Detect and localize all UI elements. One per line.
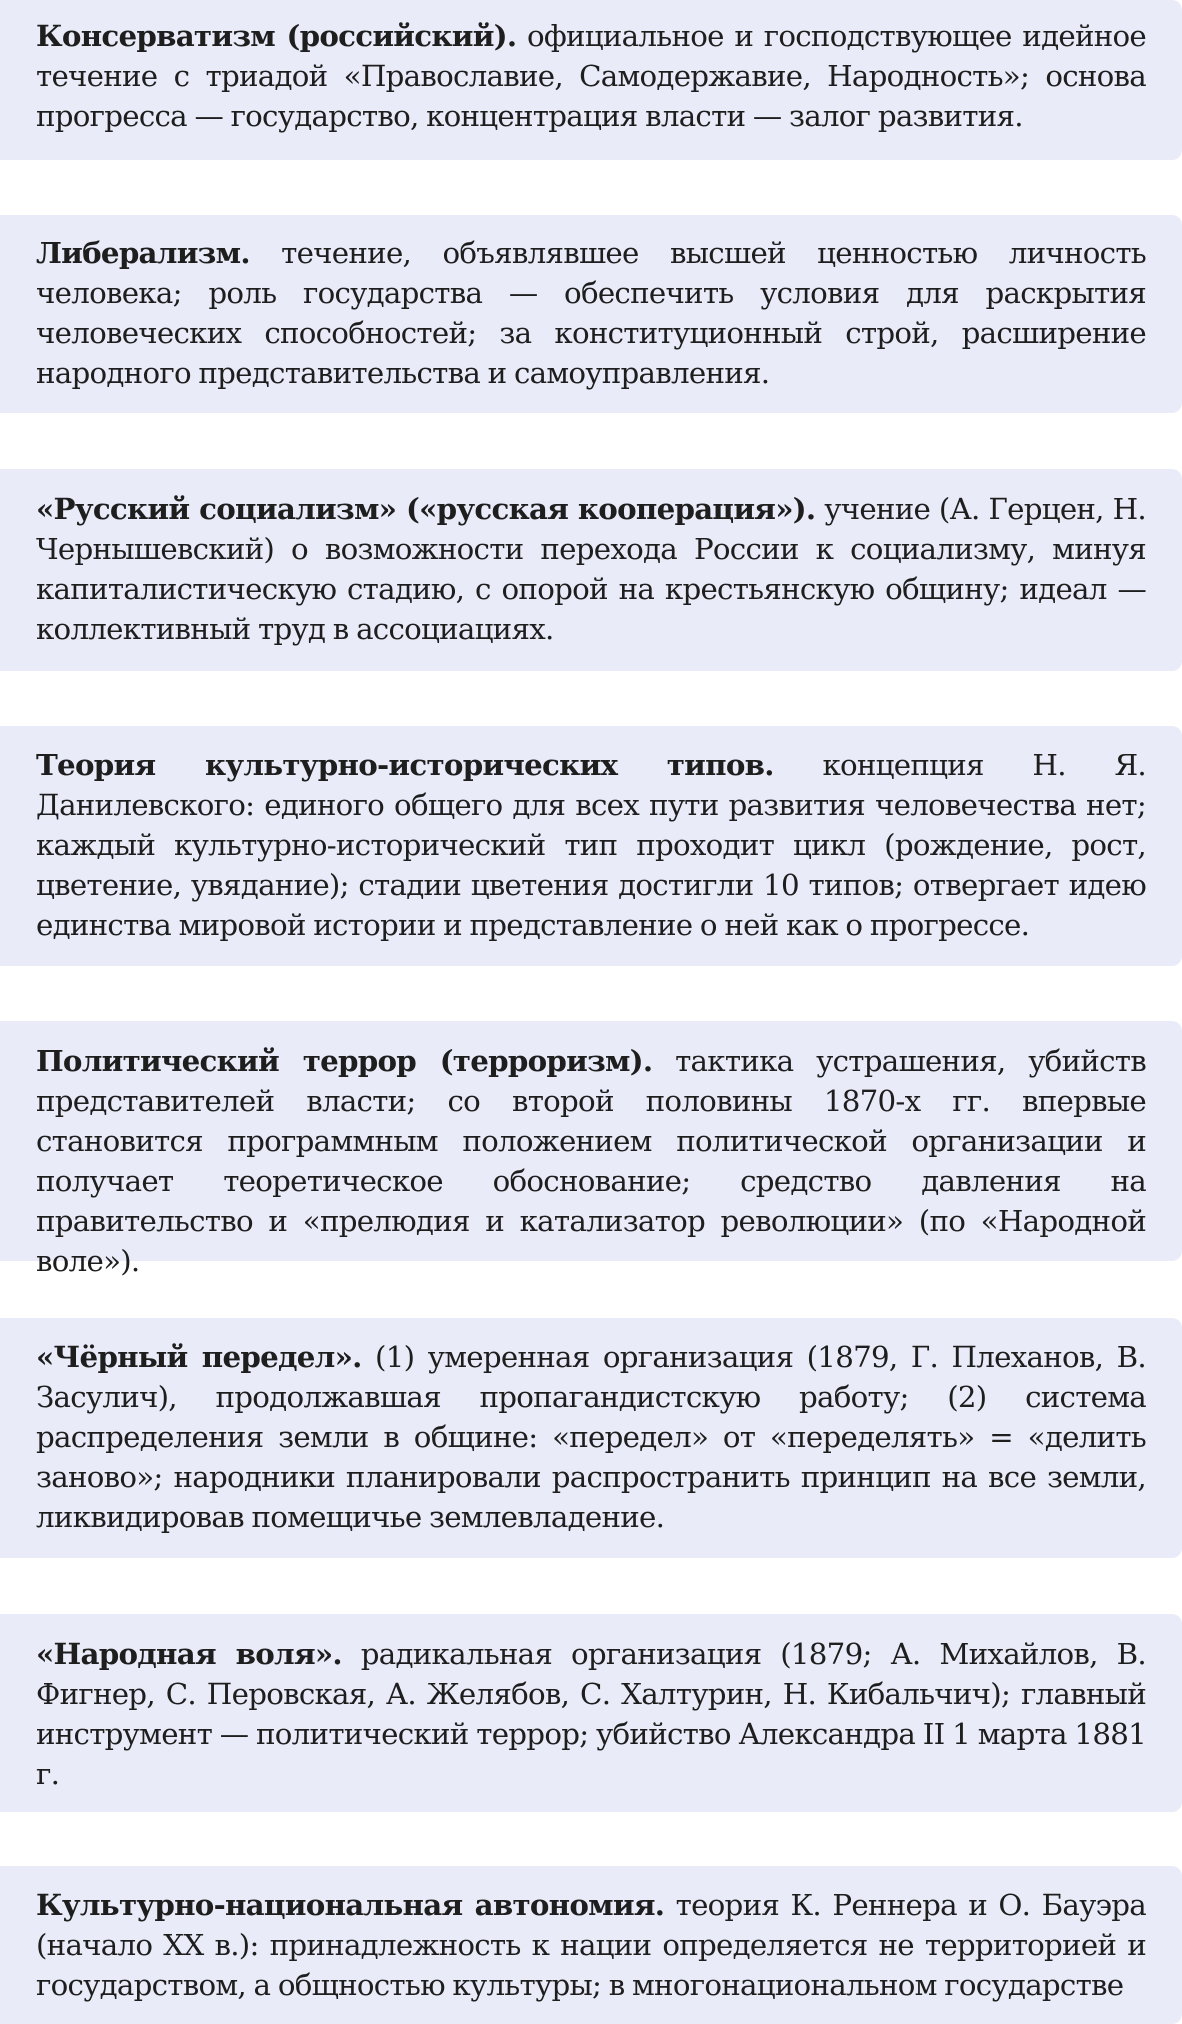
entry-term: Политический террор (терроризм). [36, 1043, 653, 1078]
entry-term: Теория культурно-исторических типов. [36, 747, 774, 782]
entry-definition: (1) умеренная организация (1879, Г. Плеханов, В. Засулич), продолжавшая пропагандистскую работу; (2) система распределения земли в общине: «передел» от «переделять» = «делить заново»; народники планировали распространить принцип на все земли, ликвидировав помещичье землевладение. [36, 1340, 1146, 1534]
entry-political-terror [0, 1021, 1182, 1278]
entry-term: «Русский социализм» («русская кооперация»). [36, 491, 816, 526]
entry-conservatism [0, 0, 1182, 160]
entry-term: Либерализм. [36, 235, 250, 270]
entry-term: Консерватизм (российский). [36, 18, 517, 53]
entry-term: «Чёрный передел». [36, 1339, 362, 1374]
entry-definition: учение (А. Герцен, Н. Чернышевский) о возможности перехода России к социализму, минуя капиталистическую стадию, с опорой на крестьянскую общину; идеал — коллективный труд в ассоциациях. [36, 492, 1146, 646]
entry-definition: официальное и господствующее идейное течение с триадой «Православие, Самодержавие, Народность»; основа прогресса — государство, концентрация власти — залог развития. [36, 19, 1146, 133]
entry-definition: концепция Н. Я. Данилевского: единого общего для всех пути развития человечества нет; каждый культурно-исторический тип проходит цикл (рождение, рост, цветение, увядание); стадии цветения достигли 10 типов; отвергает идею единства мировой истории и представление о ней как о прогрессе. [36, 748, 1146, 942]
entry-peoples-will [0, 1614, 1182, 1812]
entry-cultural-historical-types [0, 726, 1182, 966]
entry-term: «Народная воля». [36, 1636, 342, 1671]
entry-black-repartition [0, 1318, 1182, 1558]
entry-liberalism [0, 215, 1182, 413]
entry-term: Культурно-национальная автономия. [36, 1887, 665, 1922]
entry-definition: радикальная организация (1879; А. Михайлов, В. Фигнер, С. Перовская, А. Желябов, С. Халтурин, Н. Кибальчич); главный инструмент — политический террор; убийство Александра II 1 марта 1881 г. [36, 1637, 1146, 1791]
entry-russian-socialism [0, 469, 1182, 671]
entry-definition: течение, объявлявшее высшей ценностью личность человека; роль государства — обеспечить условия для раскрытия человеческих способностей; за конституционный строй, расширение народного представительства и самоуправления. [36, 236, 1146, 390]
entry-definition: тактика устрашения, убийств представителей власти; со второй половины 1870-х гг. впервые становится программным положением политической организации и получает теоретическое обоснование; средство давления на правительство и «прелюдия и катализатор революции» (по «Народной воле»). [36, 1044, 1146, 1278]
entry-definition: теория К. Реннера и О. Бауэра (начало XX в.): принадлежность к нации определяется не территорией и государством, а общностью культуры; в многонациональном государстве [36, 1888, 1146, 2002]
entry-cultural-national-autonomy [0, 1866, 1182, 2024]
